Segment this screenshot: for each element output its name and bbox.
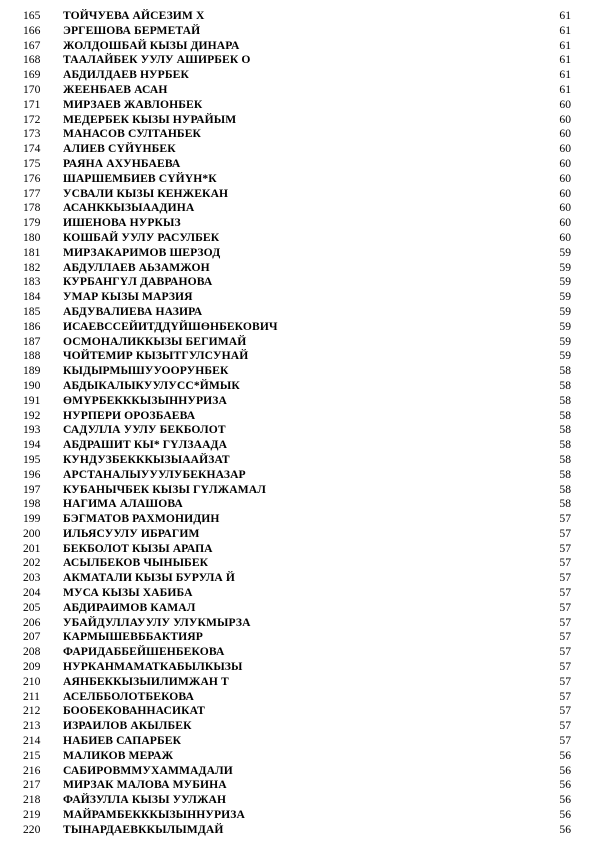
score-value: 58 — [559, 364, 571, 378]
student-name: ОСМОНАЛИККЫЗЫ БЕГИМАЙ — [63, 334, 247, 348]
score-value: 56 — [559, 748, 571, 762]
score-value: 57 — [559, 526, 571, 540]
student-name: НУРКАНМАМАТКАБЫЛКЫЗЫ — [63, 660, 243, 674]
student-name: БЭГМАТОВ РАХМОНИДИН — [63, 512, 220, 526]
score-value: 58 — [559, 408, 571, 422]
row-number: 173 — [23, 127, 41, 141]
score-value: 59 — [559, 290, 571, 304]
student-name: АБДРАШИТ КЫ* ГҮЛЗААДА — [63, 438, 228, 452]
student-name: МАЙРАМБЕКККЫЗЫННУРИЗА — [63, 808, 245, 822]
row-number: 176 — [23, 171, 41, 185]
student-name: НАГИМА АЛАШОВА — [63, 497, 183, 511]
list-item — [0, 719, 607, 734]
list-item — [0, 734, 607, 749]
list-item — [0, 690, 607, 705]
score-value: 57 — [559, 541, 571, 555]
row-number: 178 — [23, 201, 41, 215]
student-name: АЯНБЕККЫЗЫИЛИМЖАН Т — [63, 674, 229, 688]
row-number: 218 — [23, 793, 41, 807]
row-number: 220 — [23, 822, 41, 836]
student-name: АСЫЛБЕКОВ ЧЫНЫБЕК — [63, 556, 209, 570]
row-number: 167 — [23, 38, 41, 52]
list-item — [0, 542, 607, 557]
list-item — [0, 630, 607, 645]
score-value: 61 — [559, 53, 571, 67]
student-name: ИЗРАИЛОВ АКЫЛБЕК — [63, 719, 192, 733]
row-number: 217 — [23, 778, 41, 792]
list-item — [0, 586, 607, 601]
score-value: 57 — [559, 586, 571, 600]
score-value: 57 — [559, 556, 571, 570]
row-number: 165 — [23, 9, 41, 22]
row-number: 195 — [23, 452, 41, 466]
score-value: 59 — [559, 334, 571, 348]
row-number: 180 — [23, 230, 41, 244]
student-name: АБДУВАЛИЕВА НАЗИРА — [63, 304, 203, 318]
student-name: КУНДУЗБЕКККЫЗЫААЙЗАТ — [63, 452, 230, 466]
score-value: 59 — [559, 245, 571, 259]
list-item — [0, 423, 607, 438]
list-item — [0, 320, 607, 335]
list-item — [0, 675, 607, 690]
score-value: 57 — [559, 734, 571, 748]
row-number: 212 — [23, 704, 41, 718]
row-number: 204 — [23, 586, 41, 600]
student-name: МАЛИКОВ МЕРАЖ — [63, 748, 174, 762]
list-item — [0, 9, 607, 24]
score-value: 60 — [559, 186, 571, 200]
row-number: 193 — [23, 423, 41, 437]
score-value: 59 — [559, 304, 571, 318]
score-value: 61 — [559, 68, 571, 82]
student-name: КЫДЫРМЫШУУООРУНБЕК — [63, 364, 229, 378]
row-number: 190 — [23, 378, 41, 392]
student-name: ЧОЙТЕМИР КЫЗЫТГУЛСУНАЙ — [63, 349, 249, 363]
student-name: ӨМҮРБЕКККЫЗЫННУРИЗА — [63, 393, 227, 407]
student-name: АБДЫКАЛЫКУУЛУСС*ЙМЫК — [63, 378, 240, 392]
student-name: АРСТАНАЛЫУУУЛУБЕКНАЗАР — [63, 467, 246, 481]
list-item — [0, 24, 607, 39]
score-value: 60 — [559, 156, 571, 170]
score-value: 60 — [559, 142, 571, 156]
score-value: 61 — [559, 38, 571, 52]
student-name: МАНАСОВ СУЛТАНБЕК — [63, 127, 202, 141]
score-value: 61 — [559, 9, 571, 22]
student-name: ИСАЕВССЕЙИТДДҮЙШӨНБЕКОВИЧ — [63, 319, 278, 333]
list-item — [0, 601, 607, 616]
row-number: 183 — [23, 275, 41, 289]
list-item — [0, 261, 607, 276]
row-number: 185 — [23, 304, 41, 318]
list-item — [0, 275, 607, 290]
list-item — [0, 394, 607, 409]
row-number: 179 — [23, 216, 41, 230]
student-name: ЖОЛДОШБАЙ КЫЗЫ ДИНАРА — [63, 38, 240, 52]
student-name: КАРМЫШЕВББАКТИЯР — [63, 630, 203, 644]
row-number: 171 — [23, 97, 41, 111]
score-value: 57 — [559, 674, 571, 688]
list-item — [0, 468, 607, 483]
list-item — [0, 127, 607, 142]
list-item — [0, 704, 607, 719]
student-name: ФАЙЗУЛЛА КЫЗЫ УУЛЖАН — [63, 793, 227, 807]
score-value: 56 — [559, 822, 571, 836]
row-number: 208 — [23, 645, 41, 659]
list-item — [0, 764, 607, 779]
list-item — [0, 808, 607, 823]
list-item — [0, 201, 607, 216]
list-item — [0, 335, 607, 350]
student-name: ТААЛАЙБЕК УУЛУ АШИРБЕК О — [63, 53, 251, 67]
score-value: 59 — [559, 260, 571, 274]
student-name: ШАРШЕМБИЕВ СҮЙҮН*К — [63, 171, 217, 185]
student-name: АБДИРАИМОВ КАМАЛ — [63, 600, 196, 614]
row-number: 219 — [23, 808, 41, 822]
student-name: САБИРОВММУХАММАДАЛИ — [63, 763, 233, 777]
student-name: САДУЛЛА УУЛУ БЕКБОЛОТ — [63, 423, 226, 437]
row-number: 213 — [23, 719, 41, 733]
list-item — [0, 616, 607, 631]
student-name: АЛИЕВ СҮЙҮНБЕК — [63, 142, 176, 156]
row-number: 200 — [23, 526, 41, 540]
score-value: 60 — [559, 127, 571, 141]
list-item — [0, 438, 607, 453]
score-value: 58 — [559, 378, 571, 392]
row-number: 186 — [23, 319, 41, 333]
row-number: 214 — [23, 734, 41, 748]
list-item — [0, 290, 607, 305]
list-item — [0, 749, 607, 764]
row-number: 177 — [23, 186, 41, 200]
score-value: 56 — [559, 808, 571, 822]
score-value: 57 — [559, 660, 571, 674]
student-name: ТОЙЧУЕВА АЙСЕЗИМ Х — [63, 9, 205, 22]
list-item — [0, 512, 607, 527]
student-name: АКМАТАЛИ КЫЗЫ БУРУЛА Й — [63, 571, 236, 585]
list-item — [0, 645, 607, 660]
score-value: 59 — [559, 349, 571, 363]
score-value: 57 — [559, 600, 571, 614]
list-item — [0, 823, 607, 838]
score-value: 57 — [559, 571, 571, 585]
list-item — [0, 83, 607, 98]
row-number: 209 — [23, 660, 41, 674]
list-item — [0, 556, 607, 571]
student-name: ЖЕЕНБАЕВ АСАН — [63, 82, 168, 96]
row-number: 203 — [23, 571, 41, 585]
student-name: НУРПЕРИ ОРОЗБАЕВА — [63, 408, 196, 422]
score-value: 58 — [559, 467, 571, 481]
score-value: 61 — [559, 23, 571, 37]
list-item — [0, 53, 607, 68]
ranking-list — [0, 9, 607, 838]
student-name: МИРЗАК МАЛОВА МУБИНА — [63, 778, 227, 792]
student-name: АСАНККЫЗЫААДИНА — [63, 201, 195, 215]
score-value: 57 — [559, 719, 571, 733]
row-number: 188 — [23, 349, 41, 363]
list-item — [0, 349, 607, 364]
score-value: 60 — [559, 230, 571, 244]
student-name: АБДУЛЛАЕВ АЬЗАМЖОН — [63, 260, 210, 274]
score-value: 61 — [559, 82, 571, 96]
score-value: 58 — [559, 497, 571, 511]
score-value: 60 — [559, 201, 571, 215]
row-number: 181 — [23, 245, 41, 259]
student-name: БЕКБОЛОТ КЫЗЫ АРАПА — [63, 541, 213, 555]
row-number: 169 — [23, 68, 41, 82]
student-name: АБДИЛДАЕВ НУРБЕК — [63, 68, 189, 82]
row-number: 210 — [23, 674, 41, 688]
student-name: ТЫНАРДАЕВККЫЛЫМДАЙ — [63, 822, 224, 836]
row-number: 205 — [23, 600, 41, 614]
student-name: МУСА КЫЗЫ ХАБИБА — [63, 586, 193, 600]
row-number: 172 — [23, 112, 41, 126]
row-number: 192 — [23, 408, 41, 422]
list-item — [0, 231, 607, 246]
list-item — [0, 778, 607, 793]
student-name: УБАЙДУЛЛАУУЛУ УЛУКМЫРЗА — [63, 615, 251, 629]
list-item — [0, 39, 607, 54]
list-item — [0, 793, 607, 808]
score-value: 58 — [559, 452, 571, 466]
list-item — [0, 187, 607, 202]
list-item — [0, 527, 607, 542]
row-number: 211 — [23, 689, 40, 703]
row-number: 215 — [23, 748, 41, 762]
row-number: 194 — [23, 438, 41, 452]
student-name: РАЯНА АХУНБАЕВА — [63, 156, 181, 170]
list-item — [0, 379, 607, 394]
list-item — [0, 98, 607, 113]
list-item — [0, 497, 607, 512]
list-item — [0, 113, 607, 128]
list-item — [0, 216, 607, 231]
student-name: УМАР КЫЗЫ МАРЗИЯ — [63, 290, 193, 304]
score-value: 57 — [559, 645, 571, 659]
row-number: 207 — [23, 630, 41, 644]
row-number: 196 — [23, 467, 41, 481]
student-name: БООБЕКОВАННАСИКАТ — [63, 704, 205, 718]
student-name: КОШБАЙ УУЛУ РАСУЛБЕК — [63, 230, 220, 244]
row-number: 189 — [23, 364, 41, 378]
student-name: УСВАЛИ КЫЗЫ КЕНЖЕКАН — [63, 186, 229, 200]
row-number: 199 — [23, 512, 41, 526]
score-value: 57 — [559, 689, 571, 703]
score-value: 56 — [559, 778, 571, 792]
score-value: 58 — [559, 438, 571, 452]
row-number: 182 — [23, 260, 41, 274]
list-item — [0, 660, 607, 675]
row-number: 191 — [23, 393, 41, 407]
student-name: МИРЗАЕВ ЖАВЛОНБЕК — [63, 97, 203, 111]
list-item — [0, 157, 607, 172]
list-item — [0, 305, 607, 320]
row-number: 174 — [23, 142, 41, 156]
list-item — [0, 571, 607, 586]
student-name: МЕДЕРБЕК КЫЗЫ НУРАЙЫМ — [63, 112, 237, 126]
score-value: 56 — [559, 793, 571, 807]
row-number: 202 — [23, 556, 41, 570]
student-name: ИШЕНОВА НУРКЫЗ — [63, 216, 181, 230]
list-item — [0, 142, 607, 157]
score-value: 60 — [559, 112, 571, 126]
score-value: 58 — [559, 393, 571, 407]
student-name: ЭРГЕШОВА БЕРМЕТАЙ — [63, 23, 201, 37]
row-number: 166 — [23, 23, 41, 37]
row-number: 197 — [23, 482, 41, 496]
score-value: 60 — [559, 216, 571, 230]
student-name: КУРБАНГҮЛ ДАВРАНОВА — [63, 275, 213, 289]
student-name: КУБАНЫЧБЕК КЫЗЫ ГҮЛЖАМАЛ — [63, 482, 266, 496]
row-number: 201 — [23, 541, 41, 555]
list-item — [0, 246, 607, 261]
student-name: НАБИЕВ САПАРБЕК — [63, 734, 182, 748]
score-value: 58 — [559, 482, 571, 496]
list-item — [0, 172, 607, 187]
student-name: ФАРИДАББЕЙШЕНБЕКОВА — [63, 645, 225, 659]
student-name: МИРЗАКАРИМОВ ШЕРЗОД — [63, 245, 221, 259]
score-value: 59 — [559, 275, 571, 289]
score-value: 58 — [559, 423, 571, 437]
row-number: 184 — [23, 290, 41, 304]
row-number: 198 — [23, 497, 41, 511]
score-value: 57 — [559, 704, 571, 718]
row-number: 187 — [23, 334, 41, 348]
list-item — [0, 409, 607, 424]
score-value: 57 — [559, 512, 571, 526]
score-value: 60 — [559, 97, 571, 111]
list-item — [0, 453, 607, 468]
row-number: 170 — [23, 82, 41, 96]
list-item — [0, 364, 607, 379]
score-value: 57 — [559, 630, 571, 644]
list-item — [0, 483, 607, 498]
row-number: 175 — [23, 156, 41, 170]
score-value: 60 — [559, 171, 571, 185]
list-item — [0, 68, 607, 83]
score-value: 59 — [559, 319, 571, 333]
student-name: ИЛЬЯСУУЛУ ИБРАГИМ — [63, 526, 200, 540]
score-value: 57 — [559, 615, 571, 629]
score-value: 56 — [559, 763, 571, 777]
row-number: 206 — [23, 615, 41, 629]
row-number: 168 — [23, 53, 41, 67]
student-name: АСЕЛББОЛОТБЕКОВА — [63, 689, 194, 703]
row-number: 216 — [23, 763, 41, 777]
